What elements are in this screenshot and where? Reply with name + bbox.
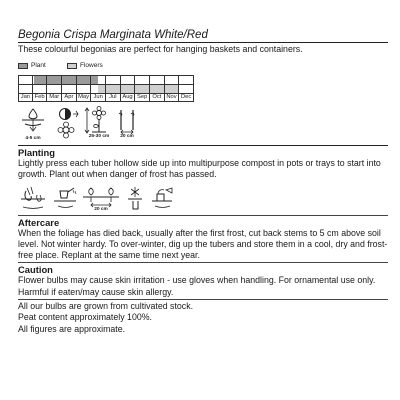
month-cell [77,75,92,102]
month-cell [106,75,121,102]
product-title: Begonia Crispa Marginata White/Red [18,29,208,41]
month-label: Oct [152,94,162,100]
month-label: Mar [49,94,60,100]
plant-spacing-caption: 20 cm [94,206,108,212]
month-cell [150,75,165,102]
flower-height-caption: 25-30 cm [88,134,110,139]
plant-spacing-icon [81,185,121,212]
footer-line: All figures are approximate. [18,323,126,334]
frost-warning-icon [124,185,146,211]
footer-line: Peat content approximately 100%. [18,312,152,323]
growing-icons [18,106,388,144]
plant-out-icon [150,185,176,211]
month-cell [62,75,77,102]
month-label: Jul [109,94,117,100]
press-tuber-icon [18,185,48,213]
spacing-icon [114,106,140,139]
product-intro: These colourful begonias are perfect for hanging baskets and containers. [18,44,303,54]
month-label: Jan [20,94,31,100]
planting-calendar [18,75,194,102]
plant-legend-label: Plant [31,62,46,69]
month-row [18,75,194,102]
flower-height-icon [84,106,114,139]
month-label: Apr [64,94,74,100]
footer-line: All our bulbs are grown from cultivated stock. [18,301,194,312]
month-label: Jun [93,94,103,100]
seed-packet-label [18,28,388,335]
month-cell [121,75,136,102]
month-label: Nov [166,94,177,100]
month-label: Dec [180,94,192,100]
month-cell [179,75,194,102]
caution-heading: Caution [18,264,53,276]
month-cell [91,75,106,102]
aftercare-heading: Aftercare [18,216,60,228]
flowers-legend-label: Flowers [80,62,103,69]
planting-depth-caption: 4-5 cm [25,136,41,141]
flowers-swatch [67,63,77,69]
month-label: Aug [122,94,133,100]
water-can-icon [50,185,80,213]
month-cell [47,75,62,102]
planting-depth-icon [20,106,46,141]
month-label: May [78,94,90,100]
month-cell [18,75,33,102]
month-cell [135,75,150,102]
month-cell [165,75,180,102]
sun-partial-shade-icon [52,106,82,140]
section-divider [18,299,388,300]
planting-heading: Planting [18,147,55,158]
planting-text: Lightly press each tuber hollow side up into multipurpose compost in pots or trays to start into growth. Plant out when danger of frost has passed. [18,158,381,180]
aftercare-text: When the foliage has died back, usually after the first frost, cut back stems to 5 cm above soil level. Not winter hardy. To over-winter, dig up the tubers and store them in a cool, dry and frost-free place. Replant at the same time next year. [18,227,388,261]
planting-icons [18,185,388,215]
month-label: Feb [34,94,45,100]
calendar-line [18,84,194,85]
calendar-legend [18,61,388,73]
plant-swatch [18,63,28,69]
spacing-caption: 20 cm [120,134,134,139]
calendar-line [18,93,194,94]
caution-text: Flower bulbs may cause skin irritation - use gloves when handling. For ornamental use only. Harmful if eaten/may cause skin allergy. [18,275,376,297]
month-cell [33,75,48,102]
month-label: Sep [137,94,148,100]
